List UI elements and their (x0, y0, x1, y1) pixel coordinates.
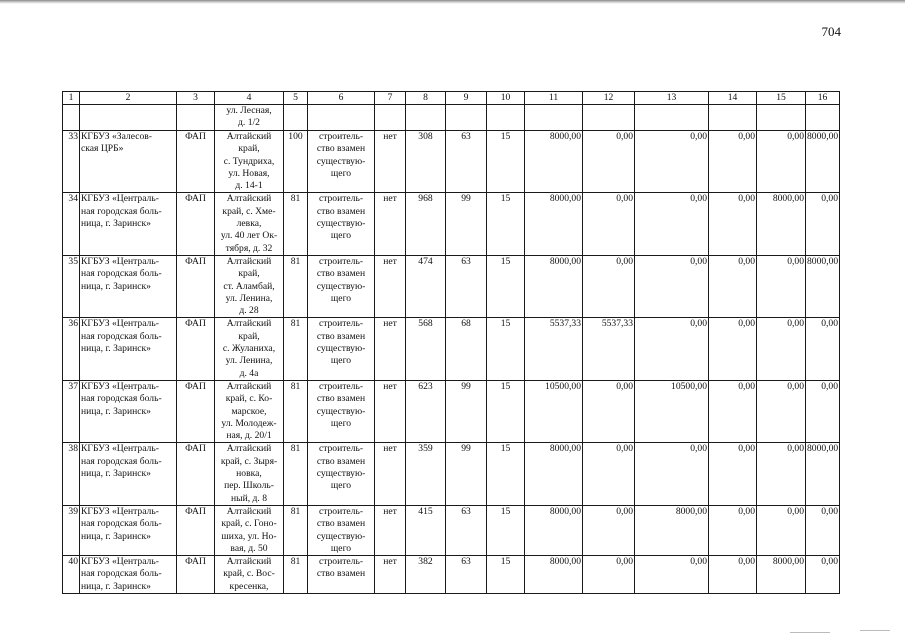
value-12-cell: 0,00 (583, 131, 635, 193)
flag-cell: нет (375, 193, 406, 255)
value-10-cell: 15 (487, 318, 525, 380)
flag-cell: нет (375, 131, 406, 193)
work-type-cell: строитель- ство взамен существую- щего (308, 193, 375, 255)
column-number-6: 6 (308, 92, 375, 105)
work-type-cell: строитель- ство взамен существую- щего (308, 443, 375, 505)
value-16-cell: 0,00 (806, 505, 840, 555)
cell (806, 105, 840, 131)
value-14-cell: 0,00 (709, 505, 757, 555)
value-12-cell: 0,00 (583, 380, 635, 442)
value-13-cell: 10500,00 (635, 380, 709, 442)
population-cell: 81 (284, 556, 308, 594)
column-number-1: 1 (63, 92, 80, 105)
population-cell: 81 (284, 255, 308, 317)
address-cell: Алтайский край, с. Ко- марское, ул. Молодеж- ная, д. 20/1 (215, 380, 284, 442)
cell (284, 105, 308, 131)
value-13-cell: 0,00 (635, 556, 709, 594)
facilities-table (62, 91, 840, 594)
value-8-cell: 568 (406, 318, 446, 380)
work-type-cell: строитель- ство взамен существую- щего (308, 255, 375, 317)
column-number-7: 7 (375, 92, 406, 105)
cell (635, 105, 709, 131)
row-number-cell: 37 (63, 380, 80, 442)
value-13-cell: 0,00 (635, 193, 709, 255)
value-10-cell: 15 (487, 380, 525, 442)
table-row (63, 255, 840, 317)
value-11-cell: 10500,00 (525, 380, 583, 442)
value-14-cell: 0,00 (709, 380, 757, 442)
table-row (63, 380, 840, 442)
value-12-cell: 0,00 (583, 556, 635, 594)
organization-cell: КГБУЗ «Централь- ная городская боль- ница, г. Заринск» (80, 255, 177, 317)
row-number-cell: 35 (63, 255, 80, 317)
column-number-3: 3 (177, 92, 215, 105)
scan-artifact (790, 632, 830, 633)
column-number-12: 12 (583, 92, 635, 105)
organization-cell: КГБУЗ «Централь- ная городская боль- ница, г. Заринск» (80, 193, 177, 255)
value-10-cell: 15 (487, 443, 525, 505)
cell (177, 105, 215, 131)
value-8-cell: 623 (406, 380, 446, 442)
value-14-cell: 0,00 (709, 556, 757, 594)
value-13-cell: 0,00 (635, 255, 709, 317)
cell (487, 105, 525, 131)
value-15-cell: 8000,00 (757, 556, 806, 594)
value-12-cell: 0,00 (583, 255, 635, 317)
value-15-cell: 0,00 (757, 131, 806, 193)
work-type-cell: строитель- ство взамен существую- щего (308, 318, 375, 380)
cell (709, 105, 757, 131)
value-10-cell: 15 (487, 131, 525, 193)
column-number-11: 11 (525, 92, 583, 105)
value-8-cell: 474 (406, 255, 446, 317)
value-11-cell: 8000,00 (525, 255, 583, 317)
value-15-cell: 0,00 (757, 380, 806, 442)
value-8-cell: 968 (406, 193, 446, 255)
value-10-cell: 15 (487, 255, 525, 317)
value-16-cell: 8000,00 (806, 131, 840, 193)
value-11-cell: 5537,33 (525, 318, 583, 380)
row-number-cell: 39 (63, 505, 80, 555)
value-16-cell: 8000,00 (806, 255, 840, 317)
column-number-5: 5 (284, 92, 308, 105)
value-13-cell: 8000,00 (635, 505, 709, 555)
organization-cell: КГБУЗ «Централь- ная городская боль- ница, г. Заринск» (80, 380, 177, 442)
table-row (63, 443, 840, 505)
value-8-cell: 415 (406, 505, 446, 555)
value-16-cell: 0,00 (806, 193, 840, 255)
organization-cell: КГБУЗ «Централь- ная городская боль- ница, г. Заринск» (80, 318, 177, 380)
table-row (63, 131, 840, 193)
flag-cell: нет (375, 318, 406, 380)
address-cell: Алтайский край, с. Зыря- новка, пер. Школь- ный, д. 8 (215, 443, 284, 505)
value-15-cell: 0,00 (757, 318, 806, 380)
value-9-cell: 63 (446, 255, 487, 317)
value-9-cell: 99 (446, 193, 487, 255)
scan-edge (0, 0, 905, 4)
value-9-cell: 63 (446, 556, 487, 594)
column-number-2: 2 (80, 92, 177, 105)
value-15-cell: 8000,00 (757, 193, 806, 255)
cell (446, 105, 487, 131)
value-14-cell: 0,00 (709, 443, 757, 505)
row-number-cell: 38 (63, 443, 80, 505)
value-16-cell: 8000,00 (806, 443, 840, 505)
column-number-row (63, 92, 840, 105)
table-row (63, 505, 840, 555)
value-13-cell: 0,00 (635, 443, 709, 505)
address-cell: ул. Лесная, д. 1/2 (215, 105, 284, 131)
value-14-cell: 0,00 (709, 131, 757, 193)
value-14-cell: 0,00 (709, 255, 757, 317)
cell (80, 105, 177, 131)
scan-artifact (860, 630, 890, 631)
address-cell: Алтайский край, с. Вос- кресенка, (215, 556, 284, 594)
row-number-cell: 33 (63, 131, 80, 193)
continuation-row (63, 105, 840, 131)
flag-cell: нет (375, 556, 406, 594)
cell (63, 105, 80, 131)
table-row (63, 556, 840, 594)
value-14-cell: 0,00 (709, 318, 757, 380)
value-8-cell: 308 (406, 131, 446, 193)
value-10-cell: 15 (487, 193, 525, 255)
column-number-16: 16 (806, 92, 840, 105)
value-8-cell: 382 (406, 556, 446, 594)
value-13-cell: 0,00 (635, 131, 709, 193)
facility-type-cell: ФАП (177, 556, 215, 594)
work-type-cell: строитель- ство взамен существую- щего (308, 505, 375, 555)
organization-cell: КГБУЗ «Централь- ная городская боль- ница, г. Заринск» (80, 505, 177, 555)
column-number-15: 15 (757, 92, 806, 105)
value-16-cell: 0,00 (806, 380, 840, 442)
column-number-13: 13 (635, 92, 709, 105)
cell (375, 105, 406, 131)
value-15-cell: 0,00 (757, 505, 806, 555)
value-11-cell: 8000,00 (525, 505, 583, 555)
page-number: 704 (821, 24, 841, 39)
organization-cell: КГБУЗ «Централь- ная городская боль- ница, г. Заринск» (80, 556, 177, 594)
column-number-8: 8 (406, 92, 446, 105)
address-cell: Алтайский край, с. Гоно- шиха, ул. Но- вая, д. 50 (215, 505, 284, 555)
value-11-cell: 8000,00 (525, 193, 583, 255)
row-number-cell: 36 (63, 318, 80, 380)
value-11-cell: 8000,00 (525, 443, 583, 505)
population-cell: 100 (284, 131, 308, 193)
population-cell: 81 (284, 193, 308, 255)
cell (308, 105, 375, 131)
column-number-14: 14 (709, 92, 757, 105)
facility-type-cell: ФАП (177, 255, 215, 317)
value-11-cell: 8000,00 (525, 556, 583, 594)
facility-type-cell: ФАП (177, 505, 215, 555)
value-14-cell: 0,00 (709, 193, 757, 255)
population-cell: 81 (284, 505, 308, 555)
table-row (63, 318, 840, 380)
value-10-cell: 15 (487, 556, 525, 594)
column-number-10: 10 (487, 92, 525, 105)
value-15-cell: 0,00 (757, 443, 806, 505)
value-9-cell: 99 (446, 380, 487, 442)
row-number-cell: 40 (63, 556, 80, 594)
facility-type-cell: ФАП (177, 380, 215, 442)
organization-cell: КГБУЗ «Централь- ная городская боль- ница, г. Заринск» (80, 443, 177, 505)
value-9-cell: 99 (446, 443, 487, 505)
population-cell: 81 (284, 380, 308, 442)
flag-cell: нет (375, 380, 406, 442)
address-cell: Алтайский край, с. Тундриха, ул. Новая, д. 14-1 (215, 131, 284, 193)
address-cell: Алтайский край, ст. Аламбай, ул. Ленина, д. 28 (215, 255, 284, 317)
column-number-4: 4 (215, 92, 284, 105)
value-12-cell: 0,00 (583, 505, 635, 555)
cell (406, 105, 446, 131)
facility-type-cell: ФАП (177, 131, 215, 193)
value-8-cell: 359 (406, 443, 446, 505)
cell (757, 105, 806, 131)
flag-cell: нет (375, 443, 406, 505)
column-number-9: 9 (446, 92, 487, 105)
value-9-cell: 63 (446, 131, 487, 193)
value-12-cell: 0,00 (583, 443, 635, 505)
cell (583, 105, 635, 131)
cell (525, 105, 583, 131)
value-10-cell: 15 (487, 505, 525, 555)
facility-type-cell: ФАП (177, 318, 215, 380)
work-type-cell: строитель- ство взамен (308, 556, 375, 594)
address-cell: Алтайский край, с. Хме- левка, ул. 40 лет Ок- тября, д. 32 (215, 193, 284, 255)
value-16-cell: 0,00 (806, 556, 840, 594)
population-cell: 81 (284, 318, 308, 380)
population-cell: 81 (284, 443, 308, 505)
value-9-cell: 68 (446, 318, 487, 380)
row-number-cell: 34 (63, 193, 80, 255)
facility-type-cell: ФАП (177, 193, 215, 255)
work-type-cell: строитель- ство взамен существую- щего (308, 131, 375, 193)
value-15-cell: 0,00 (757, 255, 806, 317)
value-12-cell: 0,00 (583, 193, 635, 255)
value-12-cell: 5537,33 (583, 318, 635, 380)
value-9-cell: 63 (446, 505, 487, 555)
value-16-cell: 0,00 (806, 318, 840, 380)
work-type-cell: строитель- ство взамен существую- щего (308, 380, 375, 442)
flag-cell: нет (375, 255, 406, 317)
value-11-cell: 8000,00 (525, 131, 583, 193)
organization-cell: КГБУЗ «Залесов- ская ЦРБ» (80, 131, 177, 193)
address-cell: Алтайский край, с. Жуланиха, ул. Ленина, д. 4а (215, 318, 284, 380)
value-13-cell: 0,00 (635, 318, 709, 380)
flag-cell: нет (375, 505, 406, 555)
table-row (63, 193, 840, 255)
facility-type-cell: ФАП (177, 443, 215, 505)
